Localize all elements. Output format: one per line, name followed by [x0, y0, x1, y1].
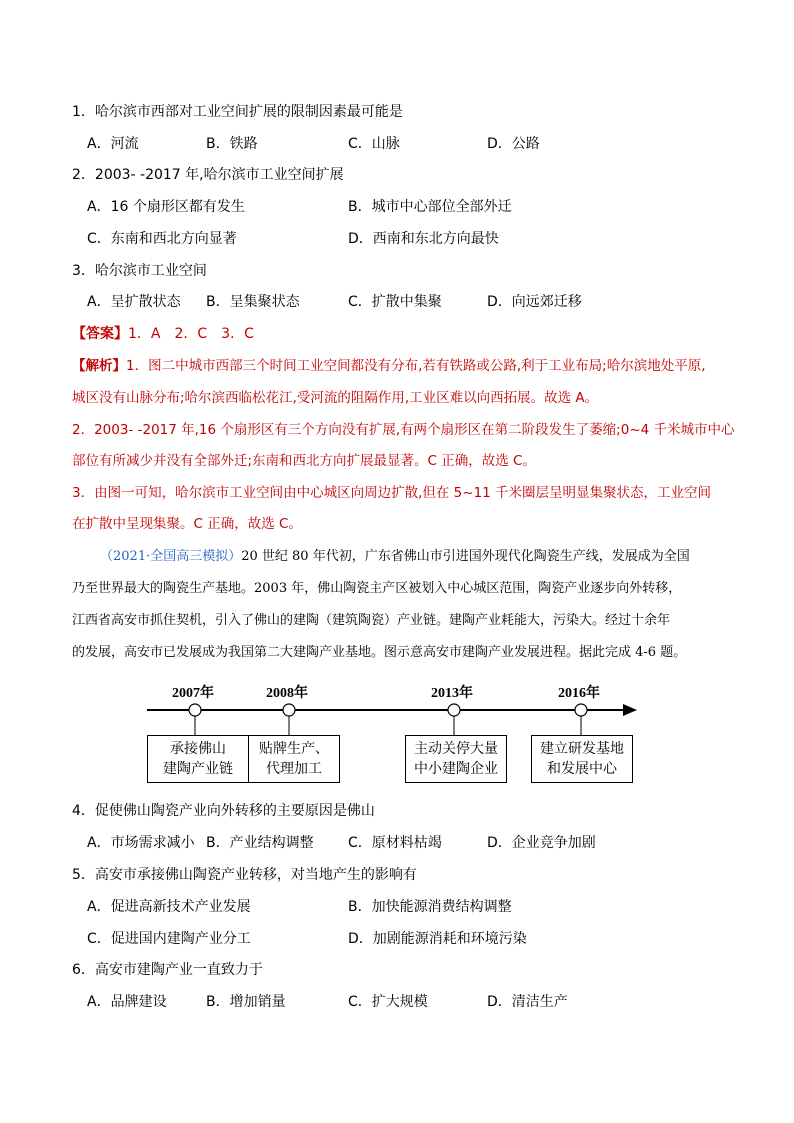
q6-option-a: A．品牌建设: [87, 994, 167, 1010]
q3-option-b: B．呈集聚状态: [206, 294, 300, 310]
q3-option-d: D．向远郊迁移: [487, 294, 582, 310]
q1-option-a: A．河流: [87, 136, 139, 152]
q6-option-b: B．增加销量: [206, 994, 286, 1010]
question-4-stem: 4．促使佛山陶瓷产业向外转移的主要原因是佛山: [72, 803, 375, 819]
timeline-axis: [145, 700, 645, 740]
question-1-stem: 1．哈尔滨市西部对工业空间扩展的限制因素最可能是: [72, 104, 403, 120]
q3-option-a: A．呈扩散状态: [87, 294, 181, 310]
timeline-year-2008: 2008年: [266, 686, 308, 701]
q2-option-d: D．西南和东北方向最快: [348, 231, 499, 247]
q4-option-b: B．产业结构调整: [206, 835, 314, 851]
answer-line: [72, 323, 254, 345]
q5-option-b: B．加快能源消费结构调整: [348, 899, 512, 915]
q6-option-c: C．扩大规模: [348, 994, 428, 1010]
timeline-box-2007: [147, 735, 249, 783]
timeline-arrow-head: [623, 704, 637, 716]
q1-option-d: D．公路: [487, 136, 540, 152]
q5-option-a: A．促进高新技术产业发展: [87, 899, 251, 915]
analysis-line-2: 城区没有山脉分布;哈尔滨西临松花江,受河流的阻隔作用,工业区难以向西拓展。故选 A。: [72, 390, 599, 406]
timeline-box-2013: [405, 735, 507, 783]
timeline-box-2013-line-2: 中小建陶企业: [414, 761, 498, 777]
timeline-node-2008: [283, 704, 295, 716]
passage-line-1: [72, 546, 722, 568]
question-5-stem: 5．高安市承接佛山陶瓷产业转移，对当地产生的影响有: [72, 867, 417, 883]
q4-option-c: C．原材料枯竭: [348, 835, 442, 851]
q2-option-a: A．16 个扇形区都有发生: [87, 199, 245, 215]
passage-text-1: 20 世纪 80 年代初，广东省佛山市引进国外现代化陶瓷生产线，发展成为全国: [241, 549, 690, 564]
timeline-node-2013: [448, 704, 460, 716]
timeline-box-2016: [531, 735, 633, 783]
timeline-box-2013-line-1: 主动关停大量: [414, 741, 498, 757]
timeline-year-2013: 2013年: [431, 686, 473, 701]
timeline-box-2007-line-1: 承接佛山: [170, 741, 226, 757]
question-6-stem: 6．高安市建陶产业一直致力于: [72, 962, 263, 978]
timeline-box-2008-line-2: 代理加工: [266, 761, 322, 777]
analysis-line-4: 部位有所减少并没有全部外迁;东南和西北方向扩展最显著。C 正确，故选 C。: [72, 453, 536, 469]
question-3-stem: 3．哈尔滨市工业空间: [72, 263, 207, 279]
q2-option-b: B．城市中心部位全部外迁: [348, 199, 512, 215]
q6-option-d: D．清洁生产: [487, 994, 568, 1010]
timeline-box-2016-line-2: 和发展中心: [547, 761, 617, 777]
q4-option-d: D．企业竞争加剧: [487, 835, 596, 851]
answer-tag: 【答案】: [72, 326, 128, 342]
q3-option-c: C．扩散中集聚: [348, 294, 442, 310]
timeline-figure: [145, 680, 645, 790]
analysis-line-3: 2．2003- -2017 年,16 个扇形区有三个方向没有扩展,有两个扇形区在第二阶段发生了萎缩;0~4 千米城市中心: [72, 422, 735, 438]
passage-line-4: 的发展，高安市已发展成为我国第二大建陶产业基地。图示意高安市建陶产业发展进程。据此完成 4-6 题。: [72, 645, 687, 660]
question-2-stem: 2．2003- -2017 年,哈尔滨市工业空间扩展: [72, 167, 344, 183]
q1-option-b: B．铁路: [206, 136, 258, 152]
passage-source: （2021·全国高三模拟）: [100, 549, 242, 564]
q5-option-c: C．促进国内建陶产业分工: [87, 931, 251, 947]
analysis-text-1: 1．图二中城市西部三个时间工业空间都没有分布,若有铁路或公路,利于工业布局;哈尔滨地处平原,: [126, 358, 706, 374]
analysis-line-6: 在扩散中呈现集聚。C 正确，故选 C。: [72, 516, 302, 532]
timeline-year-2007: 2007年: [172, 686, 214, 701]
q4-option-a: A．市场需求减小: [87, 835, 195, 851]
analysis-tag: 【解析】: [72, 358, 126, 374]
passage-line-2: 乃至世界最大的陶瓷生产基地。2003 年，佛山陶瓷主产区被划入中心城区范围，陶瓷产业逐步向外转移，: [72, 581, 682, 596]
analysis-line-5: 3．由图一可知，哈尔滨市工业空间由中心城区向周边扩散,但在 5~11 千米圈层呈明显集聚状态，工业空间: [72, 485, 712, 501]
q1-option-c: C．山脉: [348, 136, 400, 152]
q5-option-d: D．加剧能源消耗和环境污染: [348, 931, 527, 947]
timeline-box-2016-line-1: 建立研发基地: [540, 741, 624, 757]
passage-line-3: 江西省高安市抓住契机，引入了佛山的建陶（建筑陶瓷）产业链。建陶产业耗能大，污染大。经过十余年: [72, 613, 671, 628]
timeline-box-2008-line-1: 贴牌生产、: [259, 741, 329, 757]
q2-option-c: C．东南和西北方向显著: [87, 231, 237, 247]
timeline-box-2007-line-2: 建陶产业链: [163, 761, 233, 777]
answer-text: 1．A 2．C 3．C: [128, 326, 254, 342]
timeline-node-2007: [189, 704, 201, 716]
timeline-node-2016: [575, 704, 587, 716]
analysis-line-1: [72, 355, 706, 377]
timeline-box-2008: [248, 735, 340, 783]
timeline-year-2016: 2016年: [558, 686, 600, 701]
